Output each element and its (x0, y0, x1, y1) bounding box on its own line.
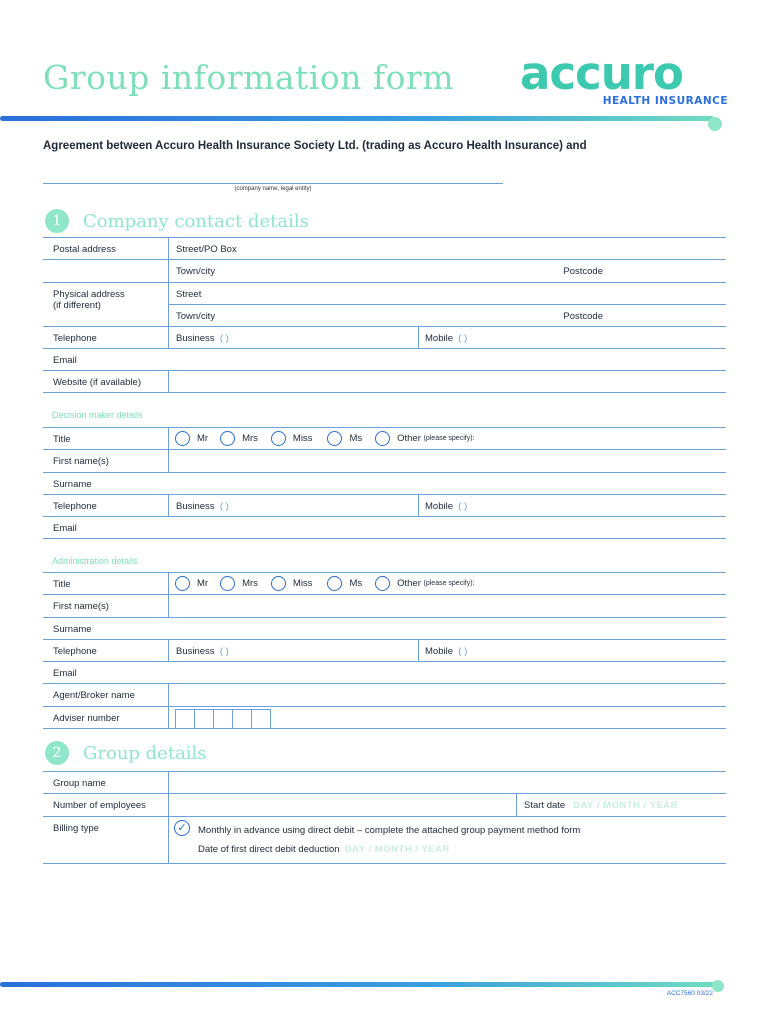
start-date-divider (516, 794, 517, 815)
section-2-heading (45, 741, 207, 765)
physical-street-field[interactable] (169, 283, 726, 305)
admin-surname-row (43, 618, 726, 640)
decision-surname-field[interactable] (169, 473, 726, 494)
first-debit-date-placeholder: DAY / MONTH / YEAR (344, 843, 450, 855)
first-debit-date-field[interactable] (198, 844, 450, 855)
group-name-label: Group name (43, 772, 169, 793)
ms-label: Ms (349, 578, 363, 589)
footer-rule-dot (712, 980, 724, 992)
section-1-number: 1 (45, 209, 69, 233)
title-mrs-radio[interactable] (220, 576, 258, 591)
decision-telephone-field[interactable] (169, 495, 726, 516)
company-contact-table (43, 237, 726, 393)
header-rule (0, 116, 714, 121)
form-title: Group information form (43, 58, 455, 97)
postcode-label: Postcode (563, 266, 603, 278)
phone-divider (418, 327, 419, 348)
other-hint: (please specify): (423, 580, 475, 587)
title-miss-radio[interactable] (271, 431, 313, 446)
group-name-field[interactable] (169, 772, 726, 793)
decision-first-name-field[interactable] (169, 450, 726, 471)
title-mr-radio[interactable] (175, 431, 208, 446)
mobile-code-paren: ( ) (458, 645, 468, 657)
mr-label: Mr (197, 433, 209, 444)
phone-divider (418, 640, 419, 661)
company-email-row (43, 349, 726, 371)
radio-circle-icon (220, 431, 235, 446)
logo-wordmark: accuro (520, 47, 683, 100)
accuro-logo (520, 47, 728, 107)
miss-label: Miss (292, 433, 313, 444)
decision-title-row (43, 428, 726, 450)
other-label: Other (397, 578, 421, 589)
check-icon[interactable]: ✓ (174, 820, 190, 836)
decision-maker-heading: Decision maker details (52, 410, 143, 420)
website-field[interactable] (169, 371, 726, 392)
area-code-paren: ( ) (219, 645, 229, 657)
title-mr-radio[interactable] (175, 576, 208, 591)
postal-address-label: Postal address (43, 238, 169, 259)
title-ms-radio[interactable] (327, 431, 362, 446)
title-other-radio[interactable] (375, 576, 474, 591)
group-name-row (43, 772, 726, 794)
company-email-field[interactable] (169, 349, 726, 370)
adviser-digit-box[interactable] (251, 709, 271, 729)
admin-surname-field[interactable] (169, 618, 726, 639)
decision-first-name-row (43, 450, 726, 472)
decision-telephone-label: Telephone (43, 495, 169, 516)
employees-label: Number of employees (43, 794, 169, 815)
admin-email-label: Email (53, 668, 77, 680)
surname-label: Surname (53, 478, 92, 490)
admin-email-row (43, 662, 726, 684)
physical-postcode-label: Postcode (563, 310, 603, 322)
footer-rule (0, 982, 716, 987)
radio-circle-icon (327, 431, 342, 446)
adviser-digit-box[interactable] (232, 709, 252, 729)
radio-circle-icon (271, 576, 286, 591)
postal-street-row (43, 238, 726, 260)
form-code: ACC7560 03/22 (666, 990, 713, 997)
other-hint: (please specify): (423, 435, 475, 442)
title-ms-radio[interactable] (327, 576, 362, 591)
decision-maker-table (43, 427, 726, 539)
adviser-digit-box[interactable] (194, 709, 214, 729)
other-label: Other (397, 433, 421, 444)
group-details-table (43, 771, 726, 864)
company-name-caption: (company name, legal entity) (234, 186, 312, 192)
admin-telephone-row (43, 640, 726, 662)
company-telephone-row (43, 327, 726, 349)
adviser-digit-box[interactable] (213, 709, 233, 729)
physical-town-field[interactable] (169, 305, 726, 322)
agent-broker-row (43, 684, 726, 706)
title-miss-radio[interactable] (271, 576, 313, 591)
business-label: Business (176, 332, 215, 344)
radio-circle-icon (271, 431, 286, 446)
decision-title-label: Title (43, 428, 169, 449)
admin-email-field[interactable] (169, 662, 726, 683)
start-date-label: Start date (524, 800, 566, 812)
mobile-phone-field[interactable] (425, 501, 467, 512)
billing-type-field (169, 817, 726, 863)
billing-type-label: Billing type (43, 817, 169, 863)
radio-circle-icon (375, 576, 390, 591)
radio-circle-icon (220, 576, 235, 591)
mrs-label: Mrs (242, 578, 258, 589)
business-label: Business (176, 500, 215, 512)
billing-type-row (43, 817, 726, 864)
radio-circle-icon (327, 576, 342, 591)
street-po-label: Street/PO Box (176, 244, 237, 255)
start-date-field[interactable] (524, 800, 678, 811)
radio-circle-icon (175, 576, 190, 591)
admin-title-row (43, 573, 726, 595)
mobile-phone-field[interactable] (425, 646, 467, 657)
business-label: Business (176, 645, 215, 657)
phone-divider (418, 495, 419, 516)
first-name-label: First name(s) (43, 450, 169, 471)
section-1-title: Company contact details (83, 210, 309, 232)
header-rule-dot (708, 117, 722, 131)
business-phone-field[interactable] (176, 646, 229, 657)
physical-address-label: Physical address (if different) (43, 283, 169, 326)
adviser-number-label: Adviser number (43, 707, 169, 728)
radio-circle-icon (175, 431, 190, 446)
admin-first-name-field[interactable] (169, 595, 726, 616)
mobile-code-paren: ( ) (458, 500, 468, 512)
company-name-field[interactable] (43, 183, 503, 184)
decision-email-field[interactable] (169, 517, 726, 538)
section-1-heading (45, 209, 309, 233)
section-2-title: Group details (83, 742, 207, 764)
mobile-code-paren: ( ) (458, 332, 468, 344)
radio-circle-icon (375, 431, 390, 446)
physical-address-field[interactable] (169, 283, 726, 326)
website-row (43, 371, 726, 393)
agent-broker-label: Agent/Broker name (43, 684, 169, 705)
admin-first-name-row (43, 595, 726, 617)
decision-email-row (43, 517, 726, 539)
adviser-digit-box[interactable] (175, 709, 195, 729)
adviser-number-row (43, 707, 726, 729)
postal-town-field[interactable] (169, 260, 726, 281)
employees-row (43, 794, 726, 816)
mobile-label: Mobile (425, 500, 453, 512)
decision-surname-row (43, 473, 726, 495)
email-label: Email (53, 354, 77, 366)
employees-field[interactable] (169, 794, 726, 815)
title-other-radio[interactable] (375, 431, 474, 446)
administration-heading: Administration details (52, 556, 138, 566)
website-label: Website (if available) (43, 371, 169, 392)
section-2-number: 2 (45, 741, 69, 765)
postal-street-field[interactable] (169, 238, 726, 259)
adviser-number-field (169, 707, 726, 728)
mr-label: Mr (197, 578, 209, 589)
agent-broker-field[interactable] (169, 684, 726, 705)
company-telephone-field[interactable] (169, 327, 726, 348)
admin-telephone-label: Telephone (43, 640, 169, 661)
postal-town-row (43, 260, 726, 282)
telephone-label: Telephone (43, 327, 169, 348)
agreement-text: Agreement between Accuro Health Insurance Society Ltd. (trading as Accuro Health Insurance) and (43, 140, 587, 152)
admin-title-options (169, 573, 726, 594)
admin-title-label: Title (43, 573, 169, 594)
town-city-label: Town/city (176, 266, 216, 278)
mrs-label: Mrs (242, 433, 258, 444)
street-label: Street (176, 288, 202, 300)
mobile-label: Mobile (425, 332, 453, 344)
mobile-phone-field[interactable] (425, 333, 467, 344)
administration-table (43, 572, 726, 729)
billing-direct-debit-text: Monthly in advance using direct debit – complete the attached group payment method form (198, 824, 581, 836)
physical-address-row (43, 283, 726, 327)
decision-title-options (169, 428, 726, 449)
admin-surname-label: Surname (53, 623, 92, 635)
ms-label: Ms (349, 433, 363, 444)
area-code-paren: ( ) (219, 332, 229, 344)
postal-address-label-cont (43, 260, 169, 281)
business-phone-field[interactable] (176, 501, 229, 512)
miss-label: Miss (292, 578, 313, 589)
admin-first-name-label: First name(s) (43, 595, 169, 616)
decision-email-label: Email (53, 523, 77, 535)
physical-town-label: Town/city (176, 310, 216, 322)
business-phone-field[interactable] (176, 333, 229, 344)
first-debit-label: Date of first direct debit deduction (198, 843, 340, 855)
title-mrs-radio[interactable] (220, 431, 258, 446)
start-date-placeholder: DAY / MONTH / YEAR (573, 800, 679, 812)
area-code-paren: ( ) (219, 500, 229, 512)
admin-telephone-field[interactable] (169, 640, 726, 661)
decision-telephone-row (43, 495, 726, 517)
logo-subtitle: HEALTH INSURANCE (602, 95, 728, 107)
mobile-label: Mobile (425, 645, 453, 657)
